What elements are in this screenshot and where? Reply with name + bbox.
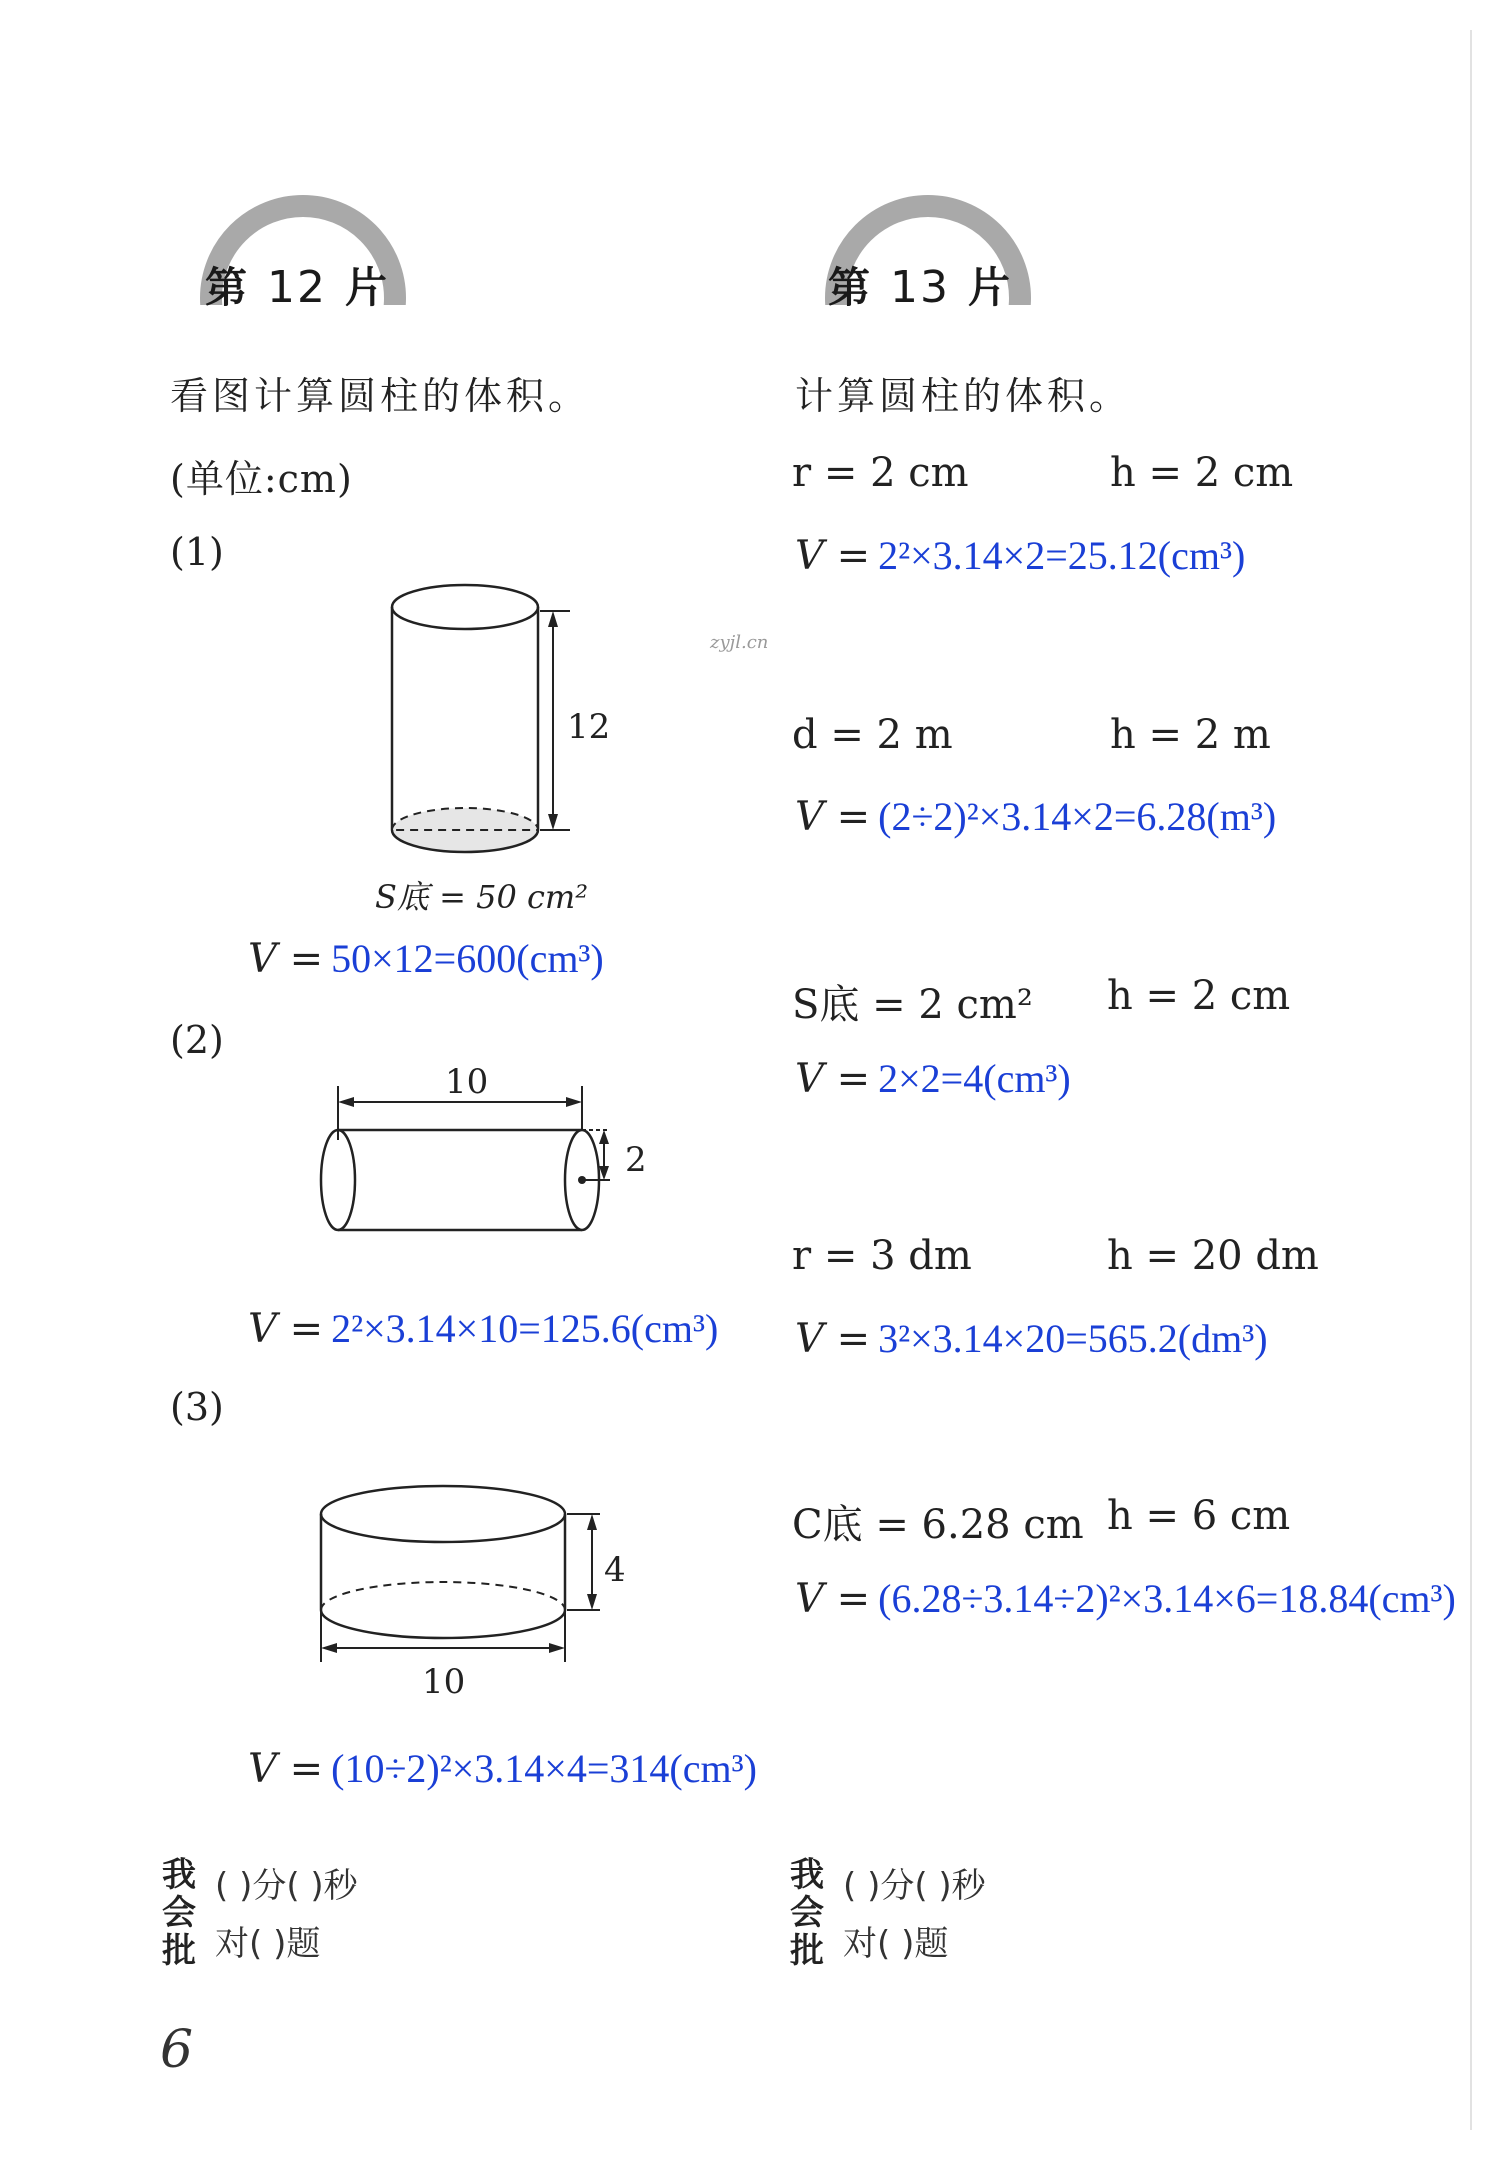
card-suffix: 片 [968, 263, 1013, 312]
card-prefix: 第 [205, 263, 250, 312]
answer-value: 2²×3.14×2=25.12(cm³) [878, 533, 1246, 578]
correct-count-blank[interactable]: 对( )题 [843, 1924, 949, 1964]
height-label: 4 [604, 1550, 626, 1590]
volume-prefix: V = [795, 794, 871, 840]
card-title-left [205, 255, 389, 315]
given-a: C底 = 6.28 cm [792, 1502, 1084, 1548]
answer-line [248, 935, 604, 982]
given-b: h = 2 cm [1110, 450, 1294, 496]
given-b: h = 6 cm [1107, 1493, 1291, 1539]
tally-side-char: 我 [162, 1855, 196, 1895]
answer-value: 2²×3.14×10=125.6(cm³) [331, 1306, 719, 1351]
given-a: r = 3 dm [792, 1233, 972, 1279]
answer-line [248, 1745, 757, 1792]
instruction-left: 看图计算圆柱的体积。 [170, 374, 591, 418]
volume-prefix: V = [795, 1576, 871, 1622]
given-b: h = 2 cm [1107, 973, 1291, 1019]
problem-label: (3) [170, 1385, 224, 1429]
given-b: h = 2 m [1110, 712, 1271, 758]
answer-value: (10÷2)²×3.14×4=314(cm³) [331, 1746, 757, 1791]
unit-note: (单位:cm) [170, 457, 353, 501]
card-number: 13 [890, 262, 951, 313]
time-blank[interactable]: ( )分( )秒 [215, 1866, 358, 1906]
answer-line [795, 1055, 1071, 1102]
answer-value: 2×2=4(cm³) [878, 1056, 1071, 1101]
diameter-label: 10 [422, 1662, 466, 1702]
page-edge-line [1470, 30, 1472, 2130]
card-number: 12 [267, 262, 328, 313]
card-title-right [828, 255, 1012, 315]
answer-line [795, 532, 1245, 579]
answer-line [795, 1575, 1456, 1622]
answer-line [795, 793, 1276, 840]
watermark: zyjl.cn [710, 632, 769, 653]
problem-label: (1) [170, 530, 224, 574]
tally-side-char: 会 [790, 1893, 824, 1933]
height-label: 12 [567, 707, 611, 747]
answer-value: 50×12=600(cm³) [331, 936, 604, 981]
answer-value: (6.28÷3.14÷2)²×3.14×6=18.84(cm³) [878, 1576, 1456, 1621]
given-a: S底 = 2 cm² [792, 982, 1033, 1028]
tally-side-char: 会 [162, 1893, 196, 1933]
tally-side-char: 我 [790, 1855, 824, 1895]
instruction-right: 计算圆柱的体积。 [795, 374, 1132, 418]
volume-prefix: V = [795, 1056, 871, 1102]
tally-side-char: 批 [790, 1931, 824, 1971]
cylinder-diagram-3 [310, 1480, 650, 1680]
volume-prefix: V = [248, 1306, 324, 1352]
volume-prefix: V = [248, 936, 324, 982]
answer-value: 3²×3.14×20=565.2(dm³) [878, 1316, 1268, 1361]
given-a: d = 2 m [792, 712, 953, 758]
volume-prefix: V = [248, 1746, 324, 1792]
base-area-label: S底 = 50 cm² [375, 878, 589, 916]
length-label: 10 [445, 1062, 489, 1102]
given-a: r = 2 cm [792, 450, 969, 496]
correct-count-blank[interactable]: 对( )题 [215, 1924, 321, 1964]
time-blank[interactable]: ( )分( )秒 [843, 1866, 986, 1906]
volume-prefix: V = [795, 533, 871, 579]
card-prefix: 第 [828, 263, 873, 312]
problem-label: (2) [170, 1018, 224, 1062]
answer-line [795, 1315, 1268, 1362]
given-b: h = 20 dm [1107, 1233, 1319, 1279]
cylinder-diagram-1 [360, 575, 600, 855]
answer-line [248, 1305, 718, 1352]
cylinder-diagram-2 [310, 1080, 660, 1240]
volume-prefix: V = [795, 1316, 871, 1362]
answer-value: (2÷2)²×3.14×2=6.28(m³) [878, 794, 1277, 839]
tally-side-char: 批 [162, 1931, 196, 1971]
card-suffix: 片 [345, 263, 390, 312]
radius-label: 2 [625, 1140, 647, 1180]
page-number: 6 [160, 2020, 194, 2080]
